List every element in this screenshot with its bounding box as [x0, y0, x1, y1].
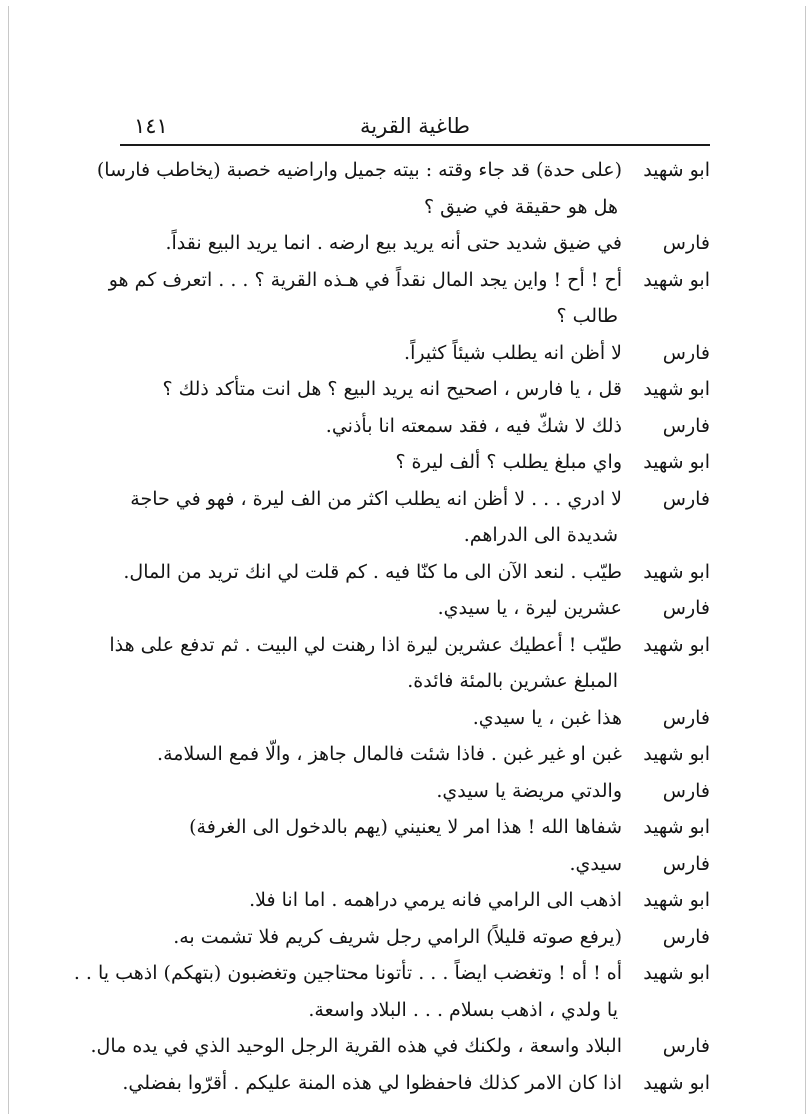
line-text: اذهب الى الرامي فانه يرمي دراهمه . اما انا فلا.	[249, 889, 622, 911]
running-title: طاغية القرية	[360, 114, 470, 138]
dialogue-line	[120, 700, 710, 737]
speaker-name: ابو شهيد	[643, 743, 710, 765]
line-text: لا ادري . . . لا أظن انه يطلب اكثر من الف ليرة ، فهو في حاجة	[130, 487, 622, 510]
speaker-name: ابو شهيد	[643, 268, 710, 291]
dialogue-line	[120, 773, 710, 810]
line-text: البلاد واسعة ، ولكنك في هذه القرية الرجل الوحيد الذي في يده مال.	[90, 1035, 622, 1057]
line-text: هل هو حقيقة في ضيق ؟	[423, 195, 618, 218]
line-text: هذا غبن ، يا سيدي.	[472, 706, 622, 729]
speaker-name: فارس	[662, 779, 710, 802]
page-number: ١٤١	[134, 114, 168, 138]
speaker-name: فارس	[662, 852, 710, 875]
line-text: أح ! أح ! واين يجد المال نقداً في هـذه القرية ؟ . . . اتعرف كم هو	[108, 268, 622, 291]
speaker-name: ابو شهيد	[643, 889, 710, 911]
dialogue-line	[120, 919, 710, 956]
line-text: المبلغ عشرين بالمئة فائدة.	[407, 670, 618, 692]
dialogue-line	[120, 992, 710, 1029]
speaker-name: فارس	[662, 1035, 710, 1057]
speaker-name: ابو شهيد	[643, 378, 710, 400]
line-text: شديدة الى الدراهم.	[463, 524, 618, 546]
line-text: شفاها الله ! هذا امر لا يعنيني (يهم بالدخول الى الغرفة)	[189, 816, 622, 838]
speaker-name: ابو شهيد	[643, 560, 710, 583]
dialogue-line	[120, 554, 710, 591]
dialogue-line	[120, 298, 710, 335]
speaker-name: فارس	[662, 925, 710, 948]
line-text: اذا كان الامر كذلك فاحفظوا لي هذه المنة عليكم . أقرّوا بفضلي.	[122, 1071, 622, 1094]
dialogue-line	[108, 262, 710, 299]
speaker-name: فارس	[662, 597, 710, 619]
line-text: يا ولدي ، اذهب بسلام . . . البلاد واسعة.	[308, 998, 618, 1021]
dialogue-line	[120, 517, 710, 554]
line-text: أه ! أه ! وتغضب ايضاً . . . تأتونا محتاجين وتغضبون (بتهكم) اذهب يا . .	[73, 962, 622, 984]
dialogue-line	[120, 736, 710, 773]
line-text: طيّب . لنعد الآن الى ما كنّا فيه . كم قلت لي انك تريد من المال.	[123, 560, 622, 583]
line-text: لا أظن انه يطلب شيئاً كثيراً.	[404, 341, 622, 364]
dialogue-body	[73, 152, 710, 1101]
line-text: (على حدة) قد جاء وقته : بيته جميل واراضيه خصبة (يخاطب فارسا)	[96, 159, 622, 181]
dialogue-line	[120, 335, 710, 372]
speaker-name: فارس	[662, 414, 710, 437]
dialogue-line	[120, 189, 710, 226]
dialogue-line	[120, 882, 710, 919]
dialogue-line	[73, 955, 710, 992]
dialogue-line	[120, 225, 710, 262]
dialogue-line	[109, 627, 710, 664]
speaker-name: فارس	[662, 487, 710, 510]
speaker-name: فارس	[662, 341, 710, 364]
dialogue-line	[120, 590, 710, 627]
book-page	[73, 110, 710, 1100]
speaker-name: ابو شهيد	[643, 633, 710, 656]
speaker-name: ابو شهيد	[643, 962, 710, 984]
speaker-name: ابو شهيد	[643, 816, 710, 838]
speaker-name: فارس	[662, 232, 710, 254]
line-text: في ضيق شديد حتى أنه يريد بيع ارضه . انما يريد البيع نقداً.	[165, 232, 622, 254]
dialogue-line	[120, 444, 710, 481]
line-text: واي مبلغ يطلب ؟ ألف ليرة ؟	[395, 451, 622, 473]
dialogue-line	[120, 846, 710, 883]
dialogue-line	[120, 371, 710, 408]
dialogue-line	[96, 152, 710, 189]
dialogue-line	[120, 809, 710, 846]
dialogue-line	[120, 1065, 710, 1102]
line-text: (يرفع صوته قليلاً) الرامي رجل شريف كريم فلا تشمت به.	[173, 925, 622, 948]
speaker-name: ابو شهيد	[643, 159, 710, 181]
line-text: طيّب ! أعطيك عشرين ليرة اذا رهنت لي البيت . ثم تدفع على هذا	[109, 633, 622, 656]
dialogue-line	[120, 481, 710, 518]
dialogue-line	[120, 663, 710, 700]
speaker-name: فارس	[662, 706, 710, 729]
line-text: ذلك لا شكّ فيه ، فقد سمعته انا بأذني.	[325, 414, 622, 437]
line-text: عشرين ليرة ، يا سيدي.	[437, 597, 622, 619]
line-text: قل ، يا فارس ، اصحيح انه يريد البيع ؟ هل انت متأكد ذلك ؟	[162, 378, 622, 400]
running-header	[120, 110, 710, 146]
dialogue-line	[120, 408, 710, 445]
speaker-name: ابو شهيد	[643, 451, 710, 473]
line-text: طالب ؟	[556, 305, 618, 327]
dialogue-line	[90, 1028, 710, 1065]
speaker-name: ابو شهيد	[643, 1071, 710, 1094]
line-text: سيدي.	[569, 852, 622, 875]
line-text: والدتي مريضة يا سيدي.	[436, 779, 622, 802]
line-text: غبن او غير غبن . فاذا شئت فالمال جاهز ، والّا فمع السلامة.	[157, 743, 622, 765]
